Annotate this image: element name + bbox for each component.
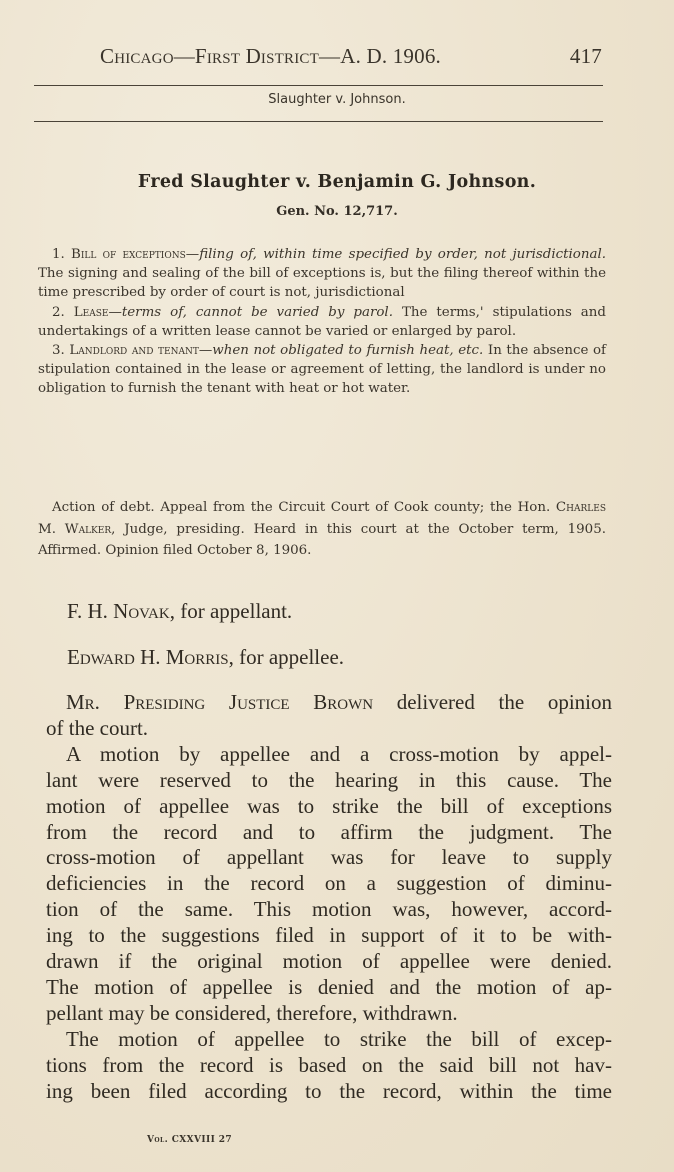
procedural-text: Action of debt. Appeal from the Circuit Court of Cook county; the Hon. xyxy=(52,500,556,515)
counsel-role: , for appellant. xyxy=(169,599,293,623)
signature-mark: Vol. CXXVIII 27 xyxy=(147,1135,233,1145)
opinion-line: The motion of appellee is denied and the motion of ap- xyxy=(46,974,612,999)
opinion-line: ing been filed according to the record, within the time xyxy=(46,1078,612,1103)
running-head-title: Chicago—First District—A. D. 1906. xyxy=(100,44,441,68)
opinion-line: deficiencies in the record on a suggestion of diminu- xyxy=(46,871,612,896)
headnote-number: 1. xyxy=(52,247,65,262)
headnote-text: The signing and sealing of the bill of exceptions is, but the filing thereof within the time prescribed by order of court is not, jurisdictional xyxy=(38,266,606,301)
justice-name: Mr. Presiding Justice Brown xyxy=(66,690,374,714)
header-rule-bottom xyxy=(34,121,603,122)
headnote-text: The terms,' stipulations and undertakings of a written lease cannot be varied or enlarged by parol. xyxy=(38,304,606,339)
headnote-text: In the absence of stipulation contained in the lease or agreement of letting, the landlord is under no obligation to furnish the tenant with heat or hot water. xyxy=(38,343,606,397)
trial-judge-name: Charles M. Walker xyxy=(38,500,606,537)
opinion-line: drawn if the original motion of appellee were denied. xyxy=(46,949,612,974)
general-number: Gen. No. 12,717. xyxy=(276,204,398,219)
headnote-subtopic: —filing of, within time specified by order, not jurisdictional. xyxy=(185,247,607,262)
opinion-line: from the record and to affirm the judgment. The xyxy=(46,819,612,844)
headnotes xyxy=(38,245,606,399)
procedural-statement xyxy=(38,497,606,562)
headnote-number: 2. xyxy=(52,304,65,320)
opinion-body xyxy=(46,690,612,1105)
headnote xyxy=(38,303,606,341)
opinion-line: A motion by appellee and a cross-motion by appel- xyxy=(66,741,612,766)
page-number: 417 xyxy=(569,44,602,68)
opinion-line: of the court. xyxy=(46,715,149,740)
headnote-topic: Landlord and tenant xyxy=(69,343,199,359)
opinion-line: tion of the same. This motion was, however, accord- xyxy=(46,897,612,922)
counsel-appellant xyxy=(67,599,292,624)
case-short-title: Slaughter v. Johnson. xyxy=(268,92,406,107)
opinion-line: The motion of appellee to strike the bill of excep- xyxy=(66,1026,612,1051)
opinion-line: cross-motion of appellant was for leave to supply xyxy=(46,845,612,870)
opinion-paragraph xyxy=(46,742,612,1027)
opinion-line xyxy=(46,690,612,716)
case-title: Fred Slaughter v. Benjamin G. Johnson. xyxy=(137,172,537,192)
headnote-topic: Lease xyxy=(73,304,109,320)
opinion-paragraph xyxy=(46,1027,612,1105)
opinion-line: lant were reserved to the hearing in this cause. The xyxy=(46,767,612,792)
procedural-text: , Judge, presiding. Heard in this court at the October term, 1905. Affirmed. Opinion filed October 8, 1906. xyxy=(38,521,606,558)
opinion-line: motion of appellee was to strike the bill of exceptions xyxy=(46,793,612,818)
opinion-line: ing to the suggestions filed in support of it to be with- xyxy=(46,923,612,948)
counsel-role: , for appellee. xyxy=(228,645,345,669)
headnote-number: 3. xyxy=(52,343,65,359)
opinion-text: delivered the opinion xyxy=(373,690,612,714)
header-rule-top xyxy=(34,85,603,86)
counsel-name: Edward H. Morris xyxy=(67,645,229,669)
headnote xyxy=(38,245,606,303)
procedural-paragraph xyxy=(38,497,606,562)
opinion-line: pellant may be considered, therefore, withdrawn. xyxy=(46,1000,458,1025)
headnote-subtopic: —when not obligated to furnish heat, etc. xyxy=(198,343,484,359)
opinion-line: tions from the record is based on the said bill not hav- xyxy=(46,1052,612,1077)
opinion-paragraph xyxy=(46,690,612,742)
headnote xyxy=(38,341,606,399)
counsel-appellee xyxy=(67,645,344,670)
counsel-name: F. H. Novak xyxy=(67,599,170,623)
headnote-subtopic: —terms of, cannot be varied by parol. xyxy=(108,304,393,320)
headnote-topic: Bill of exceptions xyxy=(71,247,186,262)
